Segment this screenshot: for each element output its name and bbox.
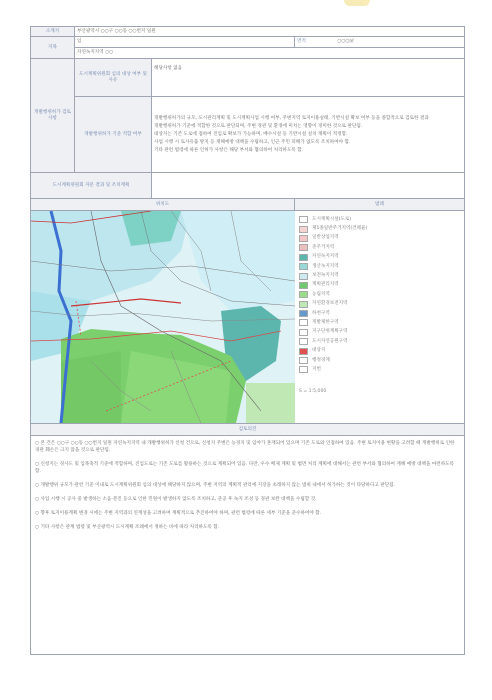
advisory-value: [152, 173, 465, 199]
criteria-line: 사업 시행 시 토사유출 방지 등 재해예방 대책을 수립하고, 인근 주민 피해가 없도록 조치하여야 함.: [154, 139, 351, 145]
legend-swatch: [299, 263, 308, 270]
map-image: [31, 211, 295, 423]
legend-item: 보전녹지지역: [299, 271, 460, 280]
opinion-paragraph: ○ 본 건은 ○○구 ○○동 ○○번지 일원 자연녹지지역 내 개발행위허가 신청 건으로, 신청지 주변은 농경지 및 임야가 혼재되어 있으며 기존 도로와 인접하여 있음. 주변 토지이용 현황을 고려할 때 개발행위로 인한 경관 훼손은 크지 않을 것으로 판단됨.: [35, 441, 455, 453]
legend-swatch: [299, 357, 308, 364]
legend-swatch: [299, 301, 308, 308]
map-scale: S = 1:5,000: [299, 388, 327, 394]
criteria-text: [152, 97, 465, 173]
opinion-paragraph: ○ 개발행위 규모가 관련 기준 이내로 도시계획위원회 심의 대상에 해당하지 않으며, 주변 지역의 계획적 관리에 지장을 초래하지 않는 범위 내에서 허가하는 것이 타당하다고 판단됨.: [35, 483, 396, 488]
legend: [295, 211, 465, 424]
legend-item: 제1종일반주거지역(건폐율): [299, 224, 460, 233]
legend-item: 농림지역: [299, 290, 460, 299]
criteria-line: 대상지는 기존 도로에 접하여 진입로 확보가 가능하며, 배수시설 등 기반시설 설치 계획이 적정함.: [154, 131, 348, 137]
legend-item: 개발제한구역: [299, 318, 460, 327]
legend-item: 일반상업지역: [299, 234, 460, 243]
criteria-line: 개발행위허가의 규모, 도시관리계획 및 도시계획사업 시행 여부, 주변지역 토지이용실태, 기반시설 확보 여부 등을 종합적으로 검토한 결과: [154, 115, 429, 121]
criteria-label: 개발행위허가 기준 적합 여부: [75, 97, 152, 173]
legend-swatch: [299, 282, 308, 289]
location-map: [31, 211, 295, 424]
stamp-mark: [344, 0, 370, 6]
legend-item: 도시자연공원구역: [299, 337, 460, 346]
legend-item: 자연녹지지역: [299, 253, 460, 262]
document-sheet: [30, 26, 464, 680]
land-category-value: 임: [75, 37, 295, 48]
opinion-title: 검토의견: [31, 424, 465, 436]
legend-swatch: [299, 366, 308, 373]
opinion-paragraph: ○ 신청지는 경사도 및 입목축적 기준에 적합하며, 진입도로는 기존 도로를 활용하는 것으로 계획되어 있음. 다만, 우수 배제 계획 및 법면 처리 계획에 대해서는 관련 부서와 협의하여 재해 예방 대책을 마련하도록 함.: [35, 462, 455, 474]
advisory-label: 도시계획위원회 자문 결과 및 조치계획: [31, 173, 152, 199]
legend-swatch: [299, 348, 308, 355]
legend-item: 하천구역: [299, 309, 460, 318]
legend-swatch: [299, 329, 308, 336]
legend-item: 지번: [299, 365, 460, 374]
legend-item: 행정경계: [299, 356, 460, 365]
legend-item: 자연환경보전지역: [299, 300, 460, 309]
committee-review-label: 도시계획위원회 심의 대상 여부 및 사유: [75, 59, 152, 97]
map-title: 위치도: [31, 199, 295, 211]
opinion-paragraph: ○ 기타 사항은 관계 법령 및 부산광역시 도시계획 조례에서 정하는 바에 따라 처리하도록 함.: [35, 525, 220, 530]
opinion-body: [31, 436, 465, 655]
legend-swatch: [299, 273, 308, 280]
legend-swatch: [299, 310, 308, 317]
opinion-paragraph: ○ 향후 토지이용계획 변경 시에는 주변 지역과의 연계성을 고려하여 계획적으로 추진하여야 하며, 관련 법령에 따른 세부 기준을 준수하여야 함.: [35, 511, 322, 516]
opinion-paragraph: ○ 사업 시행 시 공사 중 발생하는 소음·분진 등으로 인한 민원이 발생하지 않도록 조치하고, 준공 후 녹지 조성 등 경관 보완 대책을 수립할 것.: [35, 497, 317, 502]
legend-swatch: [299, 254, 308, 261]
legend-item: 도시계획시설(도로): [299, 215, 460, 224]
location-label: 소재지: [31, 27, 75, 37]
area-value: ○○○㎡: [337, 39, 354, 44]
legend-swatch: [299, 216, 308, 223]
legend-swatch: [299, 338, 308, 345]
review-group-label: 개발행위허가 검토사항: [31, 59, 75, 173]
legend-title: 범례: [295, 199, 465, 211]
legend-item: 대상지: [299, 346, 460, 355]
legend-swatch: [299, 226, 308, 233]
legend-item: 준주거지역: [299, 243, 460, 252]
criteria-line: 기타 관련 법령에 따른 인허가 사항은 해당 부서와 협의하여 처리하도록 함.: [154, 147, 304, 153]
legend-swatch: [299, 291, 308, 298]
zoning-value: 자연녹지지역 ○○: [77, 50, 114, 55]
location-value: 부산광역시 ○○구 ○○동 ○○번지 일원: [75, 27, 465, 37]
review-form-table: [30, 26, 465, 655]
area-label: 면적: [297, 39, 306, 44]
legend-swatch: [299, 235, 308, 242]
legend-item: 계획관리지역: [299, 281, 460, 290]
committee-review-value: 해당사항 없음: [152, 59, 465, 97]
legend-item: 생산녹지지역: [299, 262, 460, 271]
criteria-line: 개발행위허가 기준에 적합한 것으로 판단되며, 주변 경관 및 환경에 미치는 영향이 경미한 것으로 판단됨.: [154, 123, 363, 129]
legend-swatch: [299, 319, 308, 326]
legend-item: 지구단위계획구역: [299, 328, 460, 337]
legend-swatch: [299, 244, 308, 251]
land-info-label: 지목: [31, 37, 75, 59]
